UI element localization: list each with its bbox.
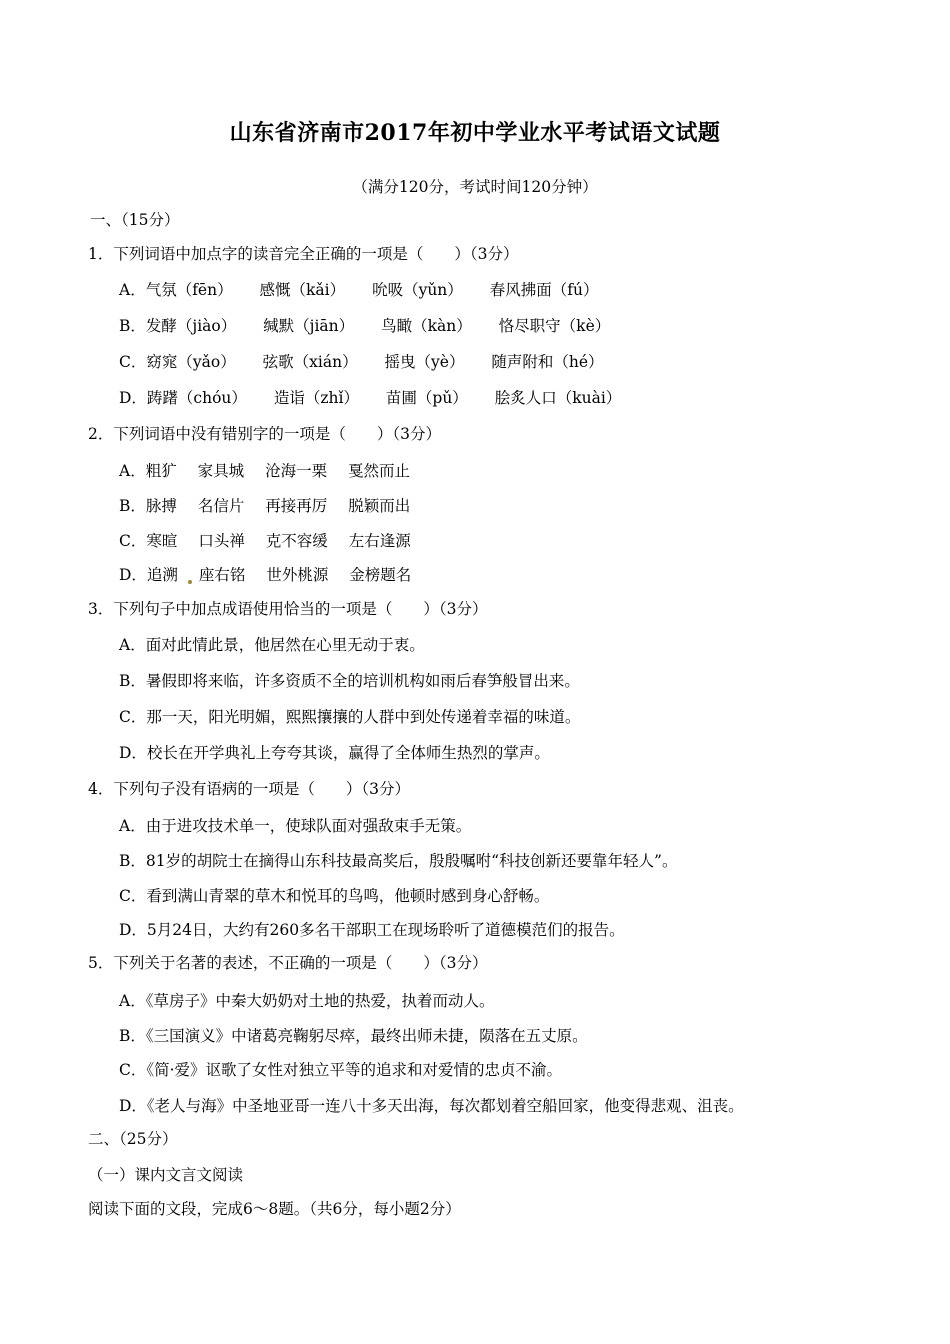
option-word: 摇曳（yè） [384, 353, 465, 371]
question-2-option-a [119, 460, 410, 482]
question-2-option-d [119, 564, 411, 586]
option-word: 脱颖而出 [348, 497, 411, 515]
option-word: 随声附和（hé） [491, 353, 604, 371]
exam-info: （满分120分，考试时间120分钟） [352, 178, 598, 196]
option-word: 脍炙人口（kuài） [494, 389, 622, 407]
option-word: 缄默（jiān） [263, 317, 355, 335]
option-word: 沧海一栗 [265, 462, 328, 480]
option-word: 名信片 [197, 497, 245, 515]
question-1-option-c [119, 351, 604, 373]
option-word: C．寒暄 [119, 532, 178, 550]
option-word: 鸟瞰（kàn） [381, 317, 472, 335]
option-word: 戛然而止 [348, 462, 411, 480]
option-word: A．粗犷 [119, 462, 177, 480]
question-4-stem: 4．下列句子没有语病的一项是（ ）（3分） [88, 780, 410, 798]
option-word: C．窈窕（yǎo） [119, 353, 236, 371]
part-one-heading: （一）课内文言文阅读 [88, 1166, 244, 1184]
reading-instruction: 阅读下面的文段，完成6～8题。（共6分，每小题2分） [88, 1200, 461, 1218]
option-word: B．脉搏 [119, 497, 177, 515]
question-4-option-a: A．由于进攻技术单一，使球队面对强敌束手无策。 [119, 817, 472, 835]
option-word: 弦歌（xián） [262, 353, 358, 371]
option-word: 金榜题名 [349, 566, 412, 584]
question-3-option-a: A．面对此情此景，他居然在心里无动于衷。 [119, 636, 425, 654]
question-5-option-b: B．《三国演义》中诸葛亮鞠躬尽瘁，最终出师未捷，陨落在五丈原。 [119, 1027, 588, 1045]
question-3-option-c: C．那一天，阳光明媚，熙熙攘攘的人群中到处传递着幸福的味道。 [119, 708, 581, 726]
question-1-option-a [119, 279, 598, 301]
question-3-option-b: B．暑假即将来临，许多资质不全的培训机构如雨后春笋般冒出来。 [119, 672, 580, 690]
option-word: 恪尽职守（kè） [498, 317, 611, 335]
option-word: A．气氛（fēn） [119, 281, 233, 299]
question-5-option-c: C．《简·爱》讴歌了女性对独立平等的追求和对爱情的忠贞不渝。 [119, 1061, 563, 1079]
question-5-option-d: D．《老人与海》中圣地亚哥一连八十多天出海，每次都划着空船回家，他变得悲观、沮丧。 [119, 1097, 744, 1115]
option-word: D．踌躇（chóu） [119, 389, 247, 407]
question-4-option-d: D．5月24日，大约有260多名干部职工在现场聆听了道德模范们的报告。 [119, 921, 625, 939]
option-word: 春风拂面（fú） [489, 281, 599, 299]
option-word: 苗圃（pǔ） [385, 389, 468, 407]
question-3-option-d: D．校长在开学典礼上夸夸其谈，赢得了全体师生热烈的掌声。 [119, 744, 550, 762]
question-2-stem: 2．下列词语中没有错别字的一项是（ ）（3分） [88, 425, 441, 443]
option-word: 口头禅 [198, 532, 245, 550]
option-word: 左右逢源 [348, 532, 411, 550]
question-5-stem: 5．下列关于名著的表述，不正确的一项是（ ）（3分） [88, 954, 488, 972]
option-word: D．追溯 [119, 566, 178, 584]
option-word: 吮吸（yǔn） [372, 281, 463, 299]
question-4-option-b: B．81岁的胡院士在摘得山东科技最高奖后，殷殷嘱咐“科技创新还要靠年轻人”。 [119, 852, 678, 870]
option-word: 克不容缓 [265, 532, 328, 550]
question-2-option-c [119, 530, 411, 552]
question-4-option-c: C．看到满山青翠的草木和悦耳的鸟鸣，他顿时感到身心舒畅。 [119, 887, 550, 905]
question-1-stem: 1．下列词语中加点字的读音完全正确的一项是（ ）（3分） [88, 245, 519, 263]
page-title: 山东省济南市2017年初中学业水平考试语文试题 [229, 120, 721, 146]
option-word: 造诣（zhǐ） [273, 389, 359, 407]
option-word: 感慨（kǎi） [259, 281, 346, 299]
stray-mark [188, 580, 192, 584]
section-two-heading: 二、（25分） [88, 1130, 178, 1148]
question-1-option-d [119, 387, 621, 409]
option-word: 再接再厉 [265, 497, 328, 515]
option-word: 世外桃源 [266, 566, 329, 584]
question-3-stem: 3．下列句子中加点成语使用恰当的一项是（ ）（3分） [88, 600, 488, 618]
option-word: B．发酵（jiào） [119, 317, 237, 335]
question-5-option-a: A．《草房子》中秦大奶奶对土地的热爱，执着而动人。 [119, 992, 495, 1010]
section-one-heading: 一、（15分） [90, 211, 180, 229]
option-word: 座右铭 [198, 566, 246, 584]
question-1-option-b [119, 315, 610, 337]
question-2-option-b [119, 495, 410, 517]
option-word: 家具城 [197, 462, 245, 480]
